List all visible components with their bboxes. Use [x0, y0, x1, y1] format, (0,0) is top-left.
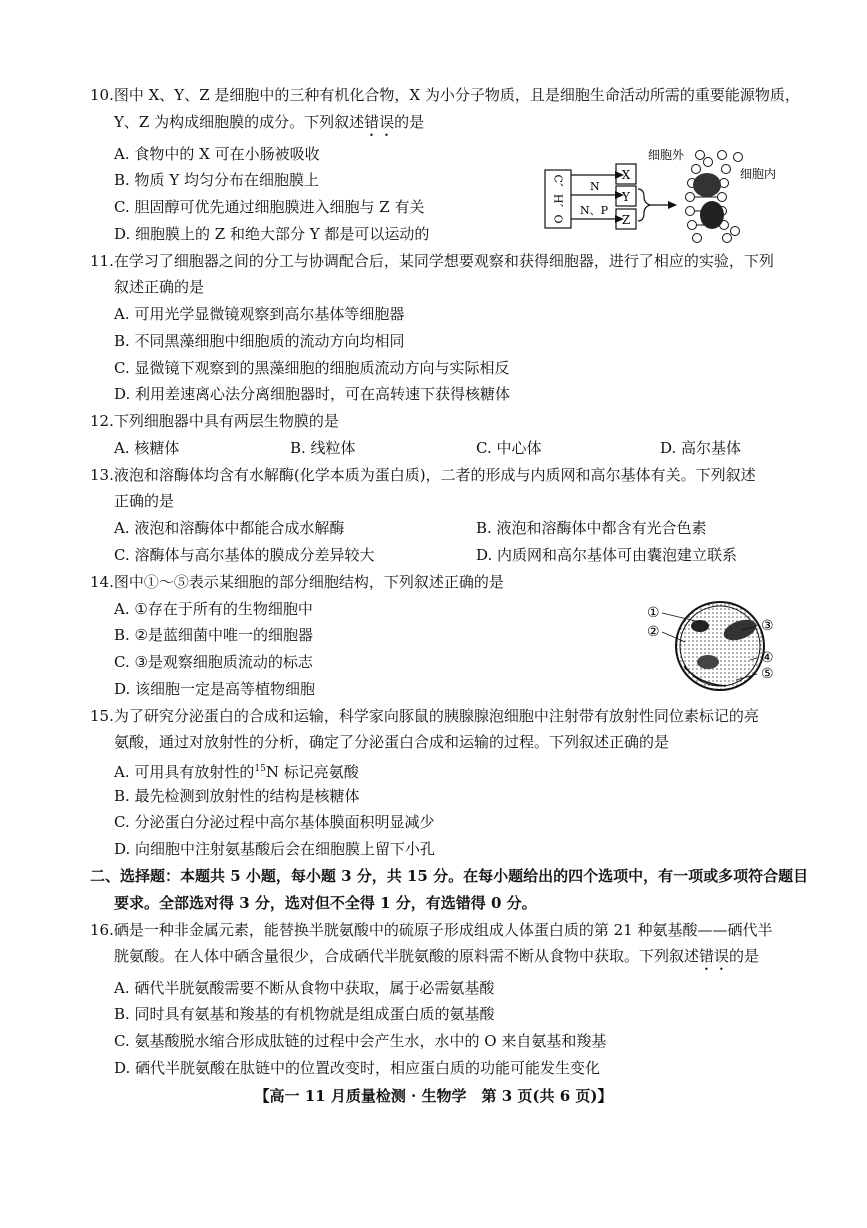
box-z: Z: [621, 213, 631, 227]
q16-option-a: A. 硒代半胱氨酸需要不断从食物中获取，属于必需氨基酸: [114, 979, 495, 997]
q16-option-c: C. 氨基酸脱水缩合形成肽链的过程中会产生水，水中的 O 来自氨基和羧基: [114, 1032, 607, 1050]
section2-heading-line2: 要求。全部选对得 3 分，选对但不全得 1 分，有选错得 0 分。: [114, 894, 537, 912]
box-y: Y: [622, 190, 630, 204]
q11-option-c: C. 显微镜下观察到的黑藻细胞的细胞质流动方向与实际相反: [114, 359, 510, 377]
q10-membrane-figure: [540, 145, 830, 245]
q15-stem-line2: 氨酸，通过对放射性的分析，确定了分泌蛋白合成和运输的过程。下列叙述正确的是: [114, 733, 670, 751]
q14-cell-figure: [640, 596, 785, 696]
q10-stem-line1: 10.图中 X、Y、Z 是细胞中的三种有机化合物，X 为小分子物质，且是细胞生命活动所需的重要能源物质，: [90, 86, 800, 104]
q15-option-b: B. 最先检测到放射性的结构是核糖体: [114, 787, 360, 805]
q12-stem: 12.下列细胞器中具有两层生物膜的是: [90, 412, 339, 430]
q15-option-a: A. 可用具有放射性的$^{15}$N 标记亮氨酸: [114, 763, 359, 781]
q11-stem-line2: 叙述正确的是: [114, 278, 205, 296]
q16-stem-line2: 胱氨酸。在人体中硒含量很少，合成硒代半胱氨酸的原料需不断从食物中获取。下列叙述错误的是: [114, 947, 760, 965]
q13-stem-line2: 正确的是: [114, 492, 175, 510]
q15-option-d: D. 向细胞中注射氨基酸后会在细胞膜上留下小孔: [114, 840, 436, 858]
q16-stem-line1: 16.硒是一种非金属元素，能替换半胱氨酸中的硫原子形成组成人体蛋白质的第 21 种氨基酸——硒代半: [90, 921, 773, 939]
q12-option-a: A. 核糖体: [114, 439, 180, 457]
n-label: N: [590, 180, 600, 193]
page-footer: 【高一 11 月质量检测 · 生物学 第 3 页(共 6 页)】: [254, 1087, 613, 1105]
q10-stem-line2: Y、Z 为构成细胞膜的成分。下列叙述错误的是: [114, 113, 425, 131]
q16-option-d: D. 硒代半胱氨酸在肽链中的位置改变时，相应蛋白质的功能可能发生变化: [114, 1059, 601, 1077]
q14-option-a: A. ①存在于所有的生物细胞中: [114, 600, 313, 618]
q13-option-a: A. 液泡和溶酶体中都能合成水解酶: [114, 519, 345, 537]
q12-option-c: C. 中心体: [476, 439, 542, 457]
elements-box-label: C、H、O: [551, 174, 565, 224]
q10-option-c: C. 胆固醇可优先通过细胞膜进入细胞与 Z 有关: [114, 198, 425, 216]
q14-option-c: C. ③是观察细胞质流动的标志: [114, 653, 313, 671]
label-4: ④: [761, 650, 774, 666]
q15-stem-line1: 15.为了研究分泌蛋白的合成和运输，科学家向豚鼠的胰腺腺泡细胞中注射带有放射性同位素标记的亮: [90, 707, 759, 725]
section2-heading-line1: 二、选择题：本题共 5 小题，每小题 3 分，共 15 分。在每小题给出的四个选项中，有一项或多项符合题目: [90, 867, 809, 885]
q12-option-b: B. 线粒体: [290, 439, 356, 457]
label-2: ②: [647, 624, 660, 640]
q16-option-b: B. 同时具有氨基和羧基的有机物就是组成蛋白质的氨基酸: [114, 1005, 495, 1023]
q10-option-a: A. 食物中的 X 可在小肠被吸收: [114, 145, 320, 163]
q14-stem: 14.图中①～⑤表示某细胞的部分细胞结构，下列叙述正确的是: [90, 573, 504, 591]
q11-option-a: A. 可用光学显微镜观察到高尔基体等细胞器: [114, 305, 405, 323]
q13-option-b: B. 液泡和溶酶体中都含有光合色素: [476, 519, 707, 537]
q13-option-d: D. 内质网和高尔基体可由囊泡建立联系: [476, 546, 738, 564]
label-3: ③: [761, 618, 774, 634]
q15-option-c: C. 分泌蛋白分泌过程中高尔基体膜面积明显减少: [114, 813, 435, 831]
q10-option-b: B. 物质 Y 均匀分布在细胞膜上: [114, 171, 319, 189]
outside-label: 细胞外: [648, 148, 685, 162]
q11-option-d: D. 利用差速离心法分离细胞器时，可在高转速下获得核糖体: [114, 385, 511, 403]
q11-stem-line1: 11.在学习了细胞器之间的分工与协调配合后，某同学想要观察和获得细胞器，进行了相应的实验，下列: [90, 252, 774, 270]
inside-label: 细胞内: [740, 167, 777, 181]
label-1: ①: [647, 605, 660, 621]
q13-option-c: C. 溶酶体与高尔基体的膜成分差异较大: [114, 546, 375, 564]
q13-stem-line1: 13.液泡和溶酶体均含有水解酶(化学本质为蛋白质)，二者的形成与内质网和高尔基体有关。下列叙述: [90, 466, 756, 484]
q12-option-d: D. 高尔基体: [660, 439, 742, 457]
box-x: X: [621, 168, 631, 182]
q14-option-b: B. ②是蓝细菌中唯一的细胞器: [114, 626, 314, 644]
q10-option-d: D. 细胞膜上的 Z 和绝大部分 Y 都是可以运动的: [114, 225, 430, 243]
np-label: N、P: [580, 204, 609, 217]
q11-option-b: B. 不同黑藻细胞中细胞质的流动方向均相同: [114, 332, 405, 350]
label-5: ⑤: [761, 666, 774, 682]
q14-option-d: D. 该细胞一定是高等植物细胞: [114, 680, 316, 698]
